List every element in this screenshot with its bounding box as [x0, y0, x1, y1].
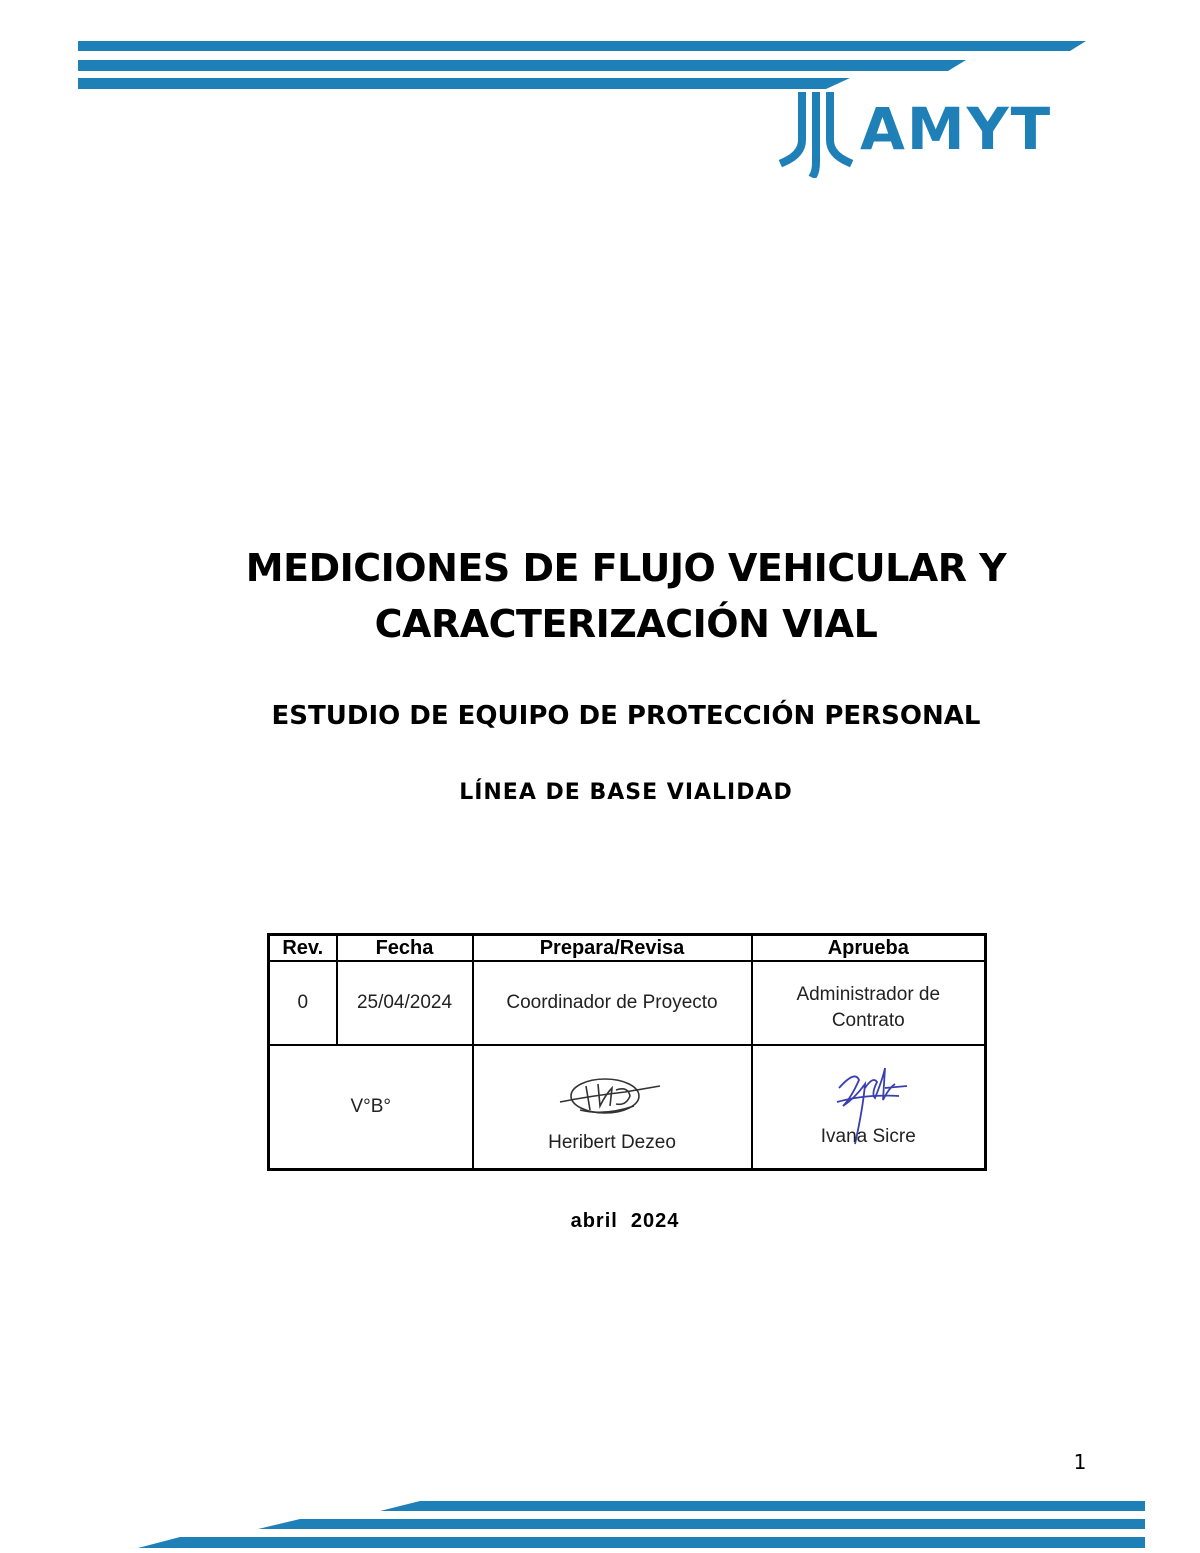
header-rev: Rev.	[269, 935, 337, 962]
approver-name: Ivana Sicre	[820, 1126, 916, 1147]
table-row	[269, 961, 986, 1045]
aprueba-line-2: Contrato	[831, 1010, 905, 1031]
cell-prepara: Coordinador de Proyecto	[473, 961, 752, 1045]
preparer-signature-icon	[550, 1066, 670, 1126]
document-title	[26, 540, 1200, 652]
company-logo	[776, 92, 1076, 178]
cell-rev: 0	[269, 961, 337, 1045]
document-subtitle: ESTUDIO DE EQUIPO DE PROTECCIÓN PERSONAL	[271, 701, 981, 731]
header-prepara: Prepara/Revisa	[473, 935, 752, 962]
header-stripes	[0, 0, 1200, 100]
footer-stripes	[0, 1490, 1200, 1553]
logo-text: AMYT	[860, 95, 1053, 163]
cell-fecha: 25/04/2024	[337, 961, 473, 1045]
logo-mark-icon	[776, 92, 856, 178]
cell-preparer-signature	[473, 1045, 752, 1170]
cell-aprueba	[752, 961, 986, 1045]
revision-table	[267, 933, 987, 1171]
preparer-name: Heribert Dezeo	[548, 1132, 676, 1153]
title-line-1: MEDICIONES DE FLUJO VEHICULAR Y	[245, 546, 1007, 590]
title-line-2: CARACTERIZACIÓN VIAL	[374, 602, 878, 646]
header-fecha: Fecha	[337, 935, 473, 962]
page-number: 1	[1073, 1450, 1087, 1474]
cell-vb: V°B°	[269, 1045, 473, 1170]
document-date: abril 2024	[570, 1210, 680, 1232]
header-aprueba: Aprueba	[752, 935, 986, 962]
document-section-title: LÍNEA DE BASE VIALIDAD	[459, 780, 793, 805]
aprueba-line-1: Administrador de	[796, 984, 941, 1005]
cell-approver-signature	[752, 1045, 986, 1170]
revision-table-header-row	[269, 935, 986, 962]
signature-row	[269, 1045, 986, 1170]
